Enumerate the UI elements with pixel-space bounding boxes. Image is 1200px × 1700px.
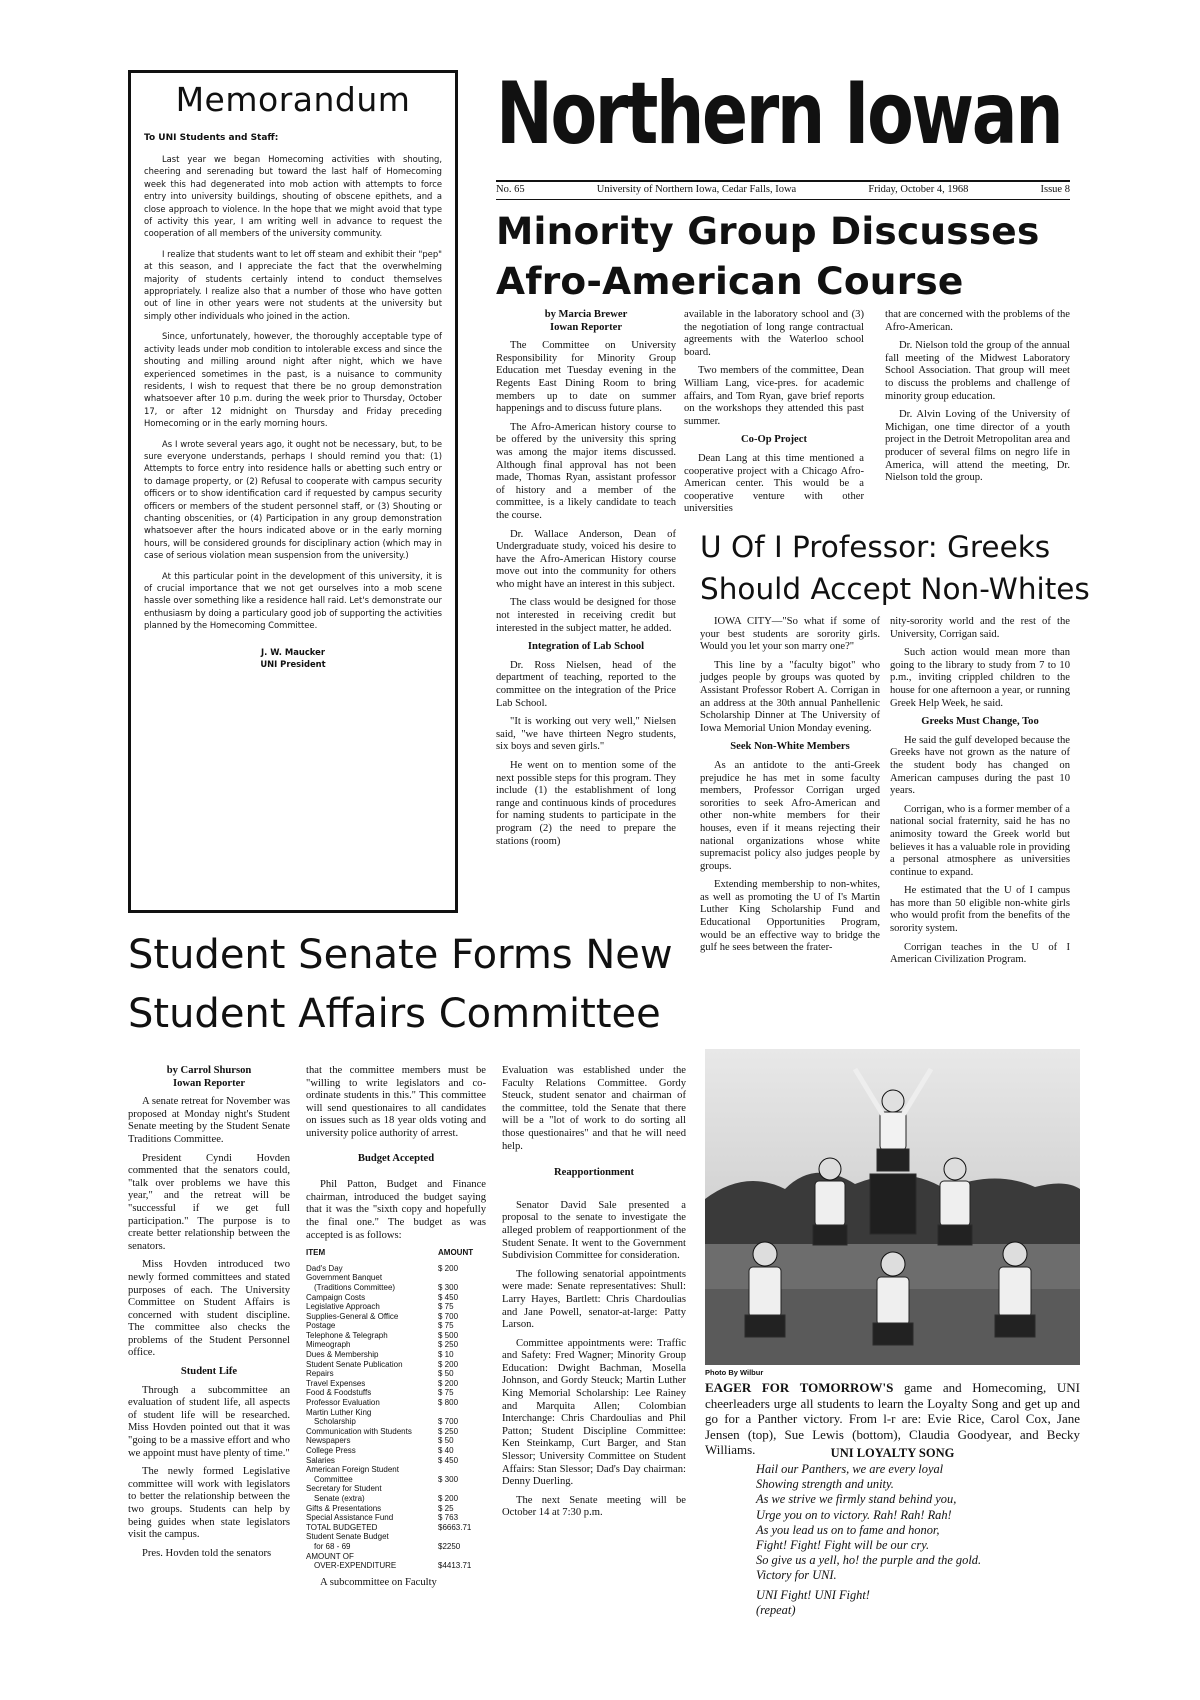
newspaper-title: Northern Iowan bbox=[496, 64, 1062, 164]
song-line: UNI Fight! UNI Fight! bbox=[756, 1587, 870, 1602]
paragraph: A subcommittee on Faculty bbox=[320, 1576, 437, 1588]
budget-item: Salaries bbox=[306, 1455, 335, 1465]
budget-row bbox=[306, 1379, 486, 1389]
budget-row bbox=[306, 1273, 486, 1283]
budget-amount: $ 200 bbox=[438, 1359, 459, 1369]
budget-item: Newspapers bbox=[306, 1436, 351, 1446]
memo-paragraph: At this particular point in the development of this university, it is of crucial importance that we not get ourselves into a mob scene hassle over something like a residence hall raid. Let's demonstrate our enthusiasm by doing a particulary good job of supporting the activities planned by the Homecoming Committee. bbox=[144, 570, 442, 631]
paragraph: that the committee members must be "willing to write legislators and co-ordinate students in this." This committee will send questionaires to all candidates on issues such as 18 year olds voting and university police authority of arrest. bbox=[306, 1065, 486, 1139]
budget-amount: $ 700 bbox=[438, 1311, 459, 1321]
budget-row bbox=[306, 1302, 486, 1312]
paragraph: The Afro-American history course to be offered by the university this spring was among the major items discussed. Although final approval has not been made, Thomas Ryan, assistant professor of history and a member of the committee, is a likely candidate to teach the course. bbox=[496, 421, 676, 521]
budget-amount: $ 500 bbox=[438, 1330, 459, 1340]
byline-name: by Marcia Brewer bbox=[544, 309, 628, 320]
byline-name: by Carrol Shurson bbox=[166, 1065, 252, 1076]
song-line: (repeat) bbox=[756, 1602, 796, 1617]
budget-item: American Foreign Student bbox=[306, 1465, 399, 1475]
memorandum-box bbox=[128, 70, 458, 913]
budget-item: Martin Luther King bbox=[306, 1407, 372, 1417]
senate-column-3 bbox=[502, 1065, 686, 1526]
paragraph: available in the laboratory school and (3) the negotiation of long range contractual agreements with the Waterloo school board. bbox=[684, 309, 864, 358]
memo-paragraph: I realize that students want to let off steam and exhibit their "pep" at this season, and I appreciate the fact that the overwhelming majority of students certainly intend to conduct themselves appropriately. I realize also that a number of those who have gotten out of line in other years were not students at the university but simply other individuals who joined in the action. bbox=[144, 248, 442, 321]
budget-item: OVER-EXPENDITURE bbox=[314, 1561, 397, 1571]
subhead: Seek Non-White Members bbox=[730, 741, 850, 753]
paragraph: Dr. Ross Nielsen, head of the department of teaching, reported to the committee on the integration of the Price Lab School. bbox=[496, 659, 676, 709]
subhead: Integration of Lab School bbox=[527, 641, 645, 653]
budget-amount: $ 200 bbox=[438, 1263, 459, 1273]
paragraph: Committee appointments were: Traffic and Safety: Fred Wagner; Minority Group Education: Dwight Bachman, Mosella Johnson, and Gordy Steuck; Martin Luther King Memorial Scholarship: Lee Rainey and Marquita Allen; Colombian Interchange: Chris Chardoulias and Phil Patton; Student Discipline Committee: Ken Steinkamp, Curt Barger, and Stan Slessor; University Committee on Student Affairs: Stan Slessor; Dad's Day chairman: Denny Duerling. bbox=[502, 1337, 686, 1488]
budget-item: Mimeograph bbox=[306, 1340, 351, 1350]
headline-greeks-line2: Should Accept Non-Whites bbox=[700, 572, 1090, 606]
budget-row bbox=[306, 1436, 486, 1446]
minority-column-3 bbox=[885, 309, 1070, 491]
budget-amount bbox=[438, 1484, 486, 1494]
minority-byline bbox=[496, 309, 676, 334]
memo-paragraph: Since, unfortunately, however, the thoroughly acceptable type of activity leads under mob condition to intolerable excess and since the shouting and milling around night after night, which we have experienced sometimes in the past, is a nuisance to community residents, I wish to request that there be no group demonstration whatsoever after 10 p.m. during the week prior to Thursday, October 17, or after 12 midnight on Thursday and Friday preceding Homecoming or in the early morning hours. bbox=[144, 331, 442, 429]
budget-item: Student Senate Budget bbox=[306, 1532, 389, 1542]
paragraph: Evaluation was established under the Faculty Relations Committee. Gordy Steuck, student senator and chairman of the committee, told the Senate that there will be a "lot of work to do sorting all those questionaires" and that he will need help. bbox=[502, 1065, 686, 1152]
budget-amount: $ 10 bbox=[438, 1350, 454, 1360]
paragraph: IOWA CITY—"So what if some of your best students are sorority girls. Would you let your son marry one?" bbox=[700, 616, 880, 653]
caption-text: game and Homecoming, UNI cheerleaders urge all students to learn the Loyalty Song and get up and go for a Panther victory. From l-r are: Evie Rice, Carol Cox, Jane Jensen (top), Sue Lewis (bottom), Claudia Goodyear, and Becky Williams. bbox=[705, 1380, 1080, 1458]
subhead: Reapportionment bbox=[553, 1167, 635, 1179]
senate-column-1 bbox=[128, 1065, 290, 1566]
memo-paragraph: Last year we began Homecoming activities with shouting, cheering and serenading but toward the last half of Homecoming week this had degenerated into mob action with attempts to force entry into university buildings, shouting of obscene epithets, and a close approach to violence. In the hope that we might avoid that type of activity this year, I am writing well in advance to request the cooperation of all members of the university community. bbox=[144, 154, 442, 239]
song-line: So give us a yell, ho! the purple and the gold. bbox=[756, 1553, 982, 1568]
budget-amount: $2250 bbox=[438, 1541, 461, 1551]
issue-date: Friday, October 4, 1968 bbox=[868, 184, 969, 195]
budget-header-row bbox=[306, 1248, 486, 1264]
cheerleaders-photo bbox=[705, 1049, 1080, 1365]
budget-amount: $ 75 bbox=[438, 1321, 454, 1331]
song-line: Victory for UNI. bbox=[756, 1568, 837, 1583]
budget-item: Dad's Day bbox=[306, 1263, 343, 1273]
budget-row bbox=[306, 1561, 486, 1571]
budget-row bbox=[306, 1398, 486, 1408]
paragraph: Phil Patton, Budget and Finance chairman, introduced the budget saying that it was the "sixth copy and hopefully the final one." The budget as was accepted is as follows: bbox=[306, 1179, 486, 1241]
budget-item: Scholarship bbox=[314, 1417, 356, 1427]
budget-row bbox=[306, 1283, 486, 1293]
issue-label: Issue 8 bbox=[1040, 184, 1070, 195]
paragraph: He went on to mention some of the next possible steps for this program. They include (1) the establishment of long range and continuous kinds of procedures for naming students to participate in the program (2) the need to prepare the stations (room) bbox=[496, 760, 676, 847]
budget-item: for 68 - 69 bbox=[314, 1541, 351, 1551]
budget-row bbox=[306, 1417, 486, 1427]
paragraph: that are concerned with the problems of the Afro-American. bbox=[885, 309, 1070, 333]
paragraph: Dean Lang at this time mentioned a cooperative project with a Chicago Afro-American center. This would be a cooperative venture with other universities bbox=[684, 452, 864, 515]
subhead: Co-Op Project bbox=[741, 434, 807, 446]
budget-amount: $ 450 bbox=[438, 1455, 459, 1465]
masthead-rule-bottom bbox=[496, 199, 1070, 200]
budget-row bbox=[306, 1456, 486, 1466]
budget-amount: $ 75 bbox=[438, 1388, 454, 1398]
budget-item: Telephone & Telegraph bbox=[306, 1330, 388, 1340]
memo-signature-name: J. W. Maucker bbox=[261, 646, 325, 657]
budget-amount: $ 763 bbox=[438, 1513, 459, 1523]
senate-column-2 bbox=[306, 1065, 486, 1595]
photo-credit: Photo By Wilbur bbox=[705, 1368, 764, 1377]
budget-amount bbox=[438, 1532, 486, 1542]
budget-row bbox=[306, 1388, 486, 1398]
paragraph: Senator David Sale presented a proposal to the senate to investigate the alleged problem of reapportionment of the Student Senate. It went to the Government Subdivision Committee for consideration. bbox=[502, 1199, 686, 1262]
budget-row bbox=[306, 1264, 486, 1274]
paragraph: The following senatorial appointments were made: Senate representatives: Shull: Larry Hayes, Bartlett: Chris Chardoulias and Jane Powell, senator-at-large: Patty Larson. bbox=[502, 1268, 686, 1331]
budget-item: Campaign Costs bbox=[306, 1292, 366, 1302]
budget-header-item: ITEM bbox=[306, 1248, 326, 1258]
song-line: Hail our Panthers, we are every loyal bbox=[756, 1462, 944, 1476]
budget-item: Professor Evaluation bbox=[306, 1398, 380, 1408]
budget-row bbox=[306, 1360, 486, 1370]
byline-title: Iowan Reporter bbox=[549, 321, 623, 333]
headline-minority-line2: Afro-American Course bbox=[496, 259, 964, 303]
masthead-rule-top bbox=[496, 180, 1070, 182]
budget-item: College Press bbox=[306, 1446, 356, 1455]
budget-item: AMOUNT OF bbox=[306, 1551, 354, 1561]
song-line: Showing strength and unity. bbox=[756, 1477, 894, 1492]
budget-amount bbox=[438, 1552, 486, 1562]
paragraph: Pres. Hovden told the senators bbox=[142, 1547, 272, 1559]
budget-row bbox=[306, 1552, 486, 1562]
paragraph: Through a subcommittee an evaluation of student life, all aspects of student life will be researched. Miss Hovden pointed out that it was "going to be a massive effort and who we appoint must have plenty of time." bbox=[128, 1384, 290, 1459]
paragraph: Two members of the committee, Dean William Lang, vice-pres. for academic affairs, and Tom Ryan, gave brief reports on the workshops they attended this past summer. bbox=[684, 365, 864, 427]
headline-greeks-line1: U Of I Professor: Greeks bbox=[700, 530, 1051, 564]
budget-row bbox=[306, 1494, 486, 1504]
song-title: UNI LOYALTY SONG bbox=[830, 1446, 955, 1460]
budget-row bbox=[306, 1446, 486, 1456]
budget-row bbox=[306, 1542, 486, 1552]
minority-column-1 bbox=[496, 309, 676, 854]
budget-item: Communication with Students bbox=[306, 1426, 412, 1436]
budget-amount bbox=[438, 1273, 486, 1283]
budget-item: Repairs bbox=[306, 1369, 334, 1379]
budget-amount: $ 250 bbox=[438, 1426, 459, 1436]
budget-row bbox=[306, 1312, 486, 1322]
budget-item: Travel Expenses bbox=[306, 1378, 366, 1388]
budget-row bbox=[306, 1532, 486, 1542]
budget-amount: $ 200 bbox=[438, 1493, 459, 1503]
budget-row bbox=[306, 1504, 486, 1514]
budget-item: Supplies-General & Office bbox=[306, 1311, 399, 1321]
photo-illustration bbox=[705, 1049, 1080, 1365]
budget-item: Gifts & Presentations bbox=[306, 1503, 382, 1513]
budget-row bbox=[306, 1484, 486, 1494]
budget-row bbox=[306, 1340, 486, 1350]
budget-table bbox=[306, 1248, 486, 1571]
paragraph: Corrigan teaches in the U of I American Civilization Program. bbox=[890, 941, 1070, 966]
budget-amount: $ 50 bbox=[438, 1436, 454, 1446]
budget-row bbox=[306, 1293, 486, 1303]
budget-item: Legislative Approach bbox=[306, 1302, 380, 1312]
budget-item: Postage bbox=[306, 1321, 336, 1331]
caption-lead: EAGER FOR TOMORROW'S bbox=[705, 1380, 894, 1395]
budget-amount: $ 25 bbox=[438, 1503, 454, 1513]
memo-salutation: To UNI Students and Staff: bbox=[144, 133, 279, 143]
budget-row bbox=[306, 1350, 486, 1360]
paragraph: Extending membership to non-whites, as well as promoting the U of I's Martin Luther King Scholarship Fund and Educational Opportunities Program, would be an effective way to bridge the gulf he sees between the frater- bbox=[700, 879, 880, 954]
memo-signature bbox=[144, 646, 442, 670]
budget-row bbox=[306, 1408, 486, 1418]
headline-minority-line1: Minority Group Discusses bbox=[496, 209, 1040, 253]
memo-signature-title: UNI President bbox=[260, 658, 326, 669]
paragraph: Corrigan, who is a former member of a national social fraternity, said he has no animosity toward the Greek world but believes it has a valuable role in providing a personal atmosphere as universities continue to expand. bbox=[890, 803, 1070, 878]
song-line: Urge you on to victory. Rah! Rah! Rah! bbox=[756, 1507, 952, 1522]
paragraph: He said the gulf developed because the Greeks have not grown as the nature of the student body has changed on American campuses during the past 10 years. bbox=[890, 734, 1070, 797]
paragraph: Miss Hovden introduced two newly formed committees and stated purposes of each. The University Committee on Student Affairs is concerned with student discipline. The committee also checks the problems of the Student Personnel office. bbox=[128, 1259, 290, 1359]
paragraph: The next Senate meeting will be October 14 at 7:30 p.m. bbox=[502, 1494, 686, 1519]
masthead bbox=[496, 60, 1070, 176]
budget-row bbox=[306, 1475, 486, 1485]
memo-title: Memorandum bbox=[175, 80, 411, 119]
budget-item: Secretary for Student bbox=[306, 1484, 382, 1494]
paragraph: This line by a "faculty bigot" who judges people by groups was quoted by Assistant Professor Robert A. Corrigan in an address at the 30th annual Panhellenic Scholarship Dinner at The University of Iowa Memorial Union Monday evening. bbox=[700, 659, 880, 734]
paragraph: As an antidote to the anti-Greek prejudice he has met in some faculty members, Professor Corrigan urged sororities to seek Afro-American and other non-white members for their houses, even if it means rejecting their national organizations whose white supremacist policy also judges people by groups. bbox=[700, 759, 880, 872]
budget-item: Student Senate Publication bbox=[306, 1359, 403, 1369]
headline-senate-line1: Student Senate Forms New bbox=[128, 932, 673, 978]
paragraph: A senate retreat for November was proposed at Monday night's Student Senate meeting by the Student Senate Traditions Committee. bbox=[128, 1096, 290, 1145]
budget-item: Dues & Membership bbox=[306, 1350, 379, 1360]
paragraph: He estimated that the U of I campus has more than 50 eligible non-white girls who would profit from the benefits of the sorority system. bbox=[890, 885, 1070, 935]
subhead: Greeks Must Change, Too bbox=[921, 716, 1039, 728]
song-line: As you lead us on to fame and honor, bbox=[756, 1522, 940, 1537]
senate-byline bbox=[128, 1065, 290, 1090]
greeks-column-2 bbox=[890, 616, 1070, 973]
university-line: University of Northern Iowa, Cedar Falls, Iowa bbox=[596, 184, 797, 195]
budget-row bbox=[306, 1331, 486, 1341]
budget-amount: $ 200 bbox=[438, 1378, 459, 1388]
greeks-column-1 bbox=[700, 616, 880, 961]
song-line: Fight! Fight! Fight will be our cry. bbox=[756, 1538, 930, 1553]
paragraph: nity-sorority world and the rest of the University, Corrigan said. bbox=[890, 616, 1070, 640]
budget-amount bbox=[438, 1408, 486, 1418]
byline-title: Iowan Reporter bbox=[172, 1077, 246, 1089]
budget-header-amount: AMOUNT bbox=[438, 1248, 474, 1258]
memo-body bbox=[144, 153, 442, 632]
budget-row bbox=[306, 1523, 486, 1533]
budget-row bbox=[306, 1321, 486, 1331]
subhead: Student Life bbox=[180, 1366, 238, 1378]
memo-paragraph: As I wrote several years ago, it ought not be necessary, but, to be sure everyone understands, perhaps I should remind you that: (1) Attempts to force entry into residence halls or abetting such entry or to damage property, or (2) Refusal to cooperate with campus security officers or to show identification card if requested by campus security officers or members of the student personnel staff, or (3) Shouting or chanting obscenities, or (4) Participation in any group demonstration whatsoever after the hours indicated above or in the early morning hours, will be considered grounds for disciplinary action (which may in case of serious violation mean suspension from the university.) bbox=[144, 438, 442, 561]
paragraph: The Committee on University Responsibility for Minority Group Education met Tuesday evening in the Regents East Dining Room to bring members up to date on summer happenings and to discuss future plans. bbox=[496, 340, 676, 415]
paragraph: The newly formed Legislative committee will work with legislators to better the relationship between the two groups. Students can help by being guides when state legislators visit the campus. bbox=[128, 1466, 290, 1541]
masthead-info-line bbox=[496, 183, 1070, 197]
budget-item: (Traditions Committee) bbox=[314, 1282, 396, 1292]
budget-amount bbox=[438, 1465, 486, 1475]
budget-amount: $ 450 bbox=[438, 1292, 459, 1302]
budget-item: Special Assistance Fund bbox=[306, 1513, 394, 1523]
budget-item: Government Banquet bbox=[306, 1273, 383, 1283]
budget-amount: $ 40 bbox=[438, 1446, 454, 1455]
budget-amount: $ 800 bbox=[438, 1398, 459, 1408]
budget-amount: $ 50 bbox=[438, 1369, 454, 1379]
issue-number: No. 65 bbox=[496, 184, 525, 195]
budget-item: Senate (extra) bbox=[314, 1493, 365, 1503]
budget-amount: $ 300 bbox=[438, 1282, 459, 1292]
headline-senate-line2: Student Affairs Committee bbox=[128, 991, 661, 1037]
budget-row bbox=[306, 1427, 486, 1437]
paragraph: The class would be designed for those not interested in receiving credit but interested in the subject matter, he added. bbox=[496, 597, 676, 634]
budget-item: Food & Foodstuffs bbox=[306, 1388, 372, 1398]
budget-row bbox=[306, 1369, 486, 1379]
budget-amount: $6663.71 bbox=[438, 1522, 472, 1532]
budget-amount: $ 300 bbox=[438, 1474, 459, 1484]
paragraph: Dr. Wallace Anderson, Dean of Undergraduate study, voiced his desire to have the Afro-American History course move out into the community for others who might have an interest in this subject. bbox=[496, 528, 676, 590]
paragraph: President Cyndi Hovden commented that the senators could, "talk over problems we have this year," and the retreat will be "successful if we get full participation." The purpose is to create better relationship between the senators. bbox=[128, 1152, 290, 1252]
paragraph: "It is working out very well," Nielsen said, "we have thirteen Negro students, six boys and seven girls." bbox=[496, 716, 676, 753]
minority-column-2 bbox=[684, 309, 864, 522]
budget-row bbox=[306, 1465, 486, 1475]
budget-amount: $ 75 bbox=[438, 1302, 454, 1312]
song-line: As we strive we firmly stand behind you, bbox=[756, 1492, 957, 1507]
budget-item: Committee bbox=[314, 1474, 353, 1484]
paragraph: Dr. Alvin Loving of the University of Michigan, one time director of a youth project in the Detroit Metropolitan area and producer of several films on negro life in America, will attend the meeting, Dr. Nielson told the group. bbox=[885, 409, 1070, 484]
budget-amount: $ 700 bbox=[438, 1417, 459, 1427]
paragraph: Dr. Nielson told the group of the annual fall meeting of the Midwest Laboratory School Association. That group will meet to discuss the problems and challenge of minority group education. bbox=[885, 340, 1070, 402]
budget-amount: $4413.71 bbox=[438, 1561, 472, 1571]
budget-row bbox=[306, 1513, 486, 1523]
paragraph: Such action would mean more than going to the library to study from 7 to 10 p.m., inviting crippled children to the house for one afternoon a year, or running Greek Help Week, he said. bbox=[890, 647, 1070, 709]
budget-amount: $ 250 bbox=[438, 1340, 459, 1350]
budget-item: TOTAL BUDGETED bbox=[306, 1522, 378, 1532]
song-lyrics bbox=[756, 1462, 1066, 1618]
subhead: Budget Accepted bbox=[357, 1152, 435, 1164]
